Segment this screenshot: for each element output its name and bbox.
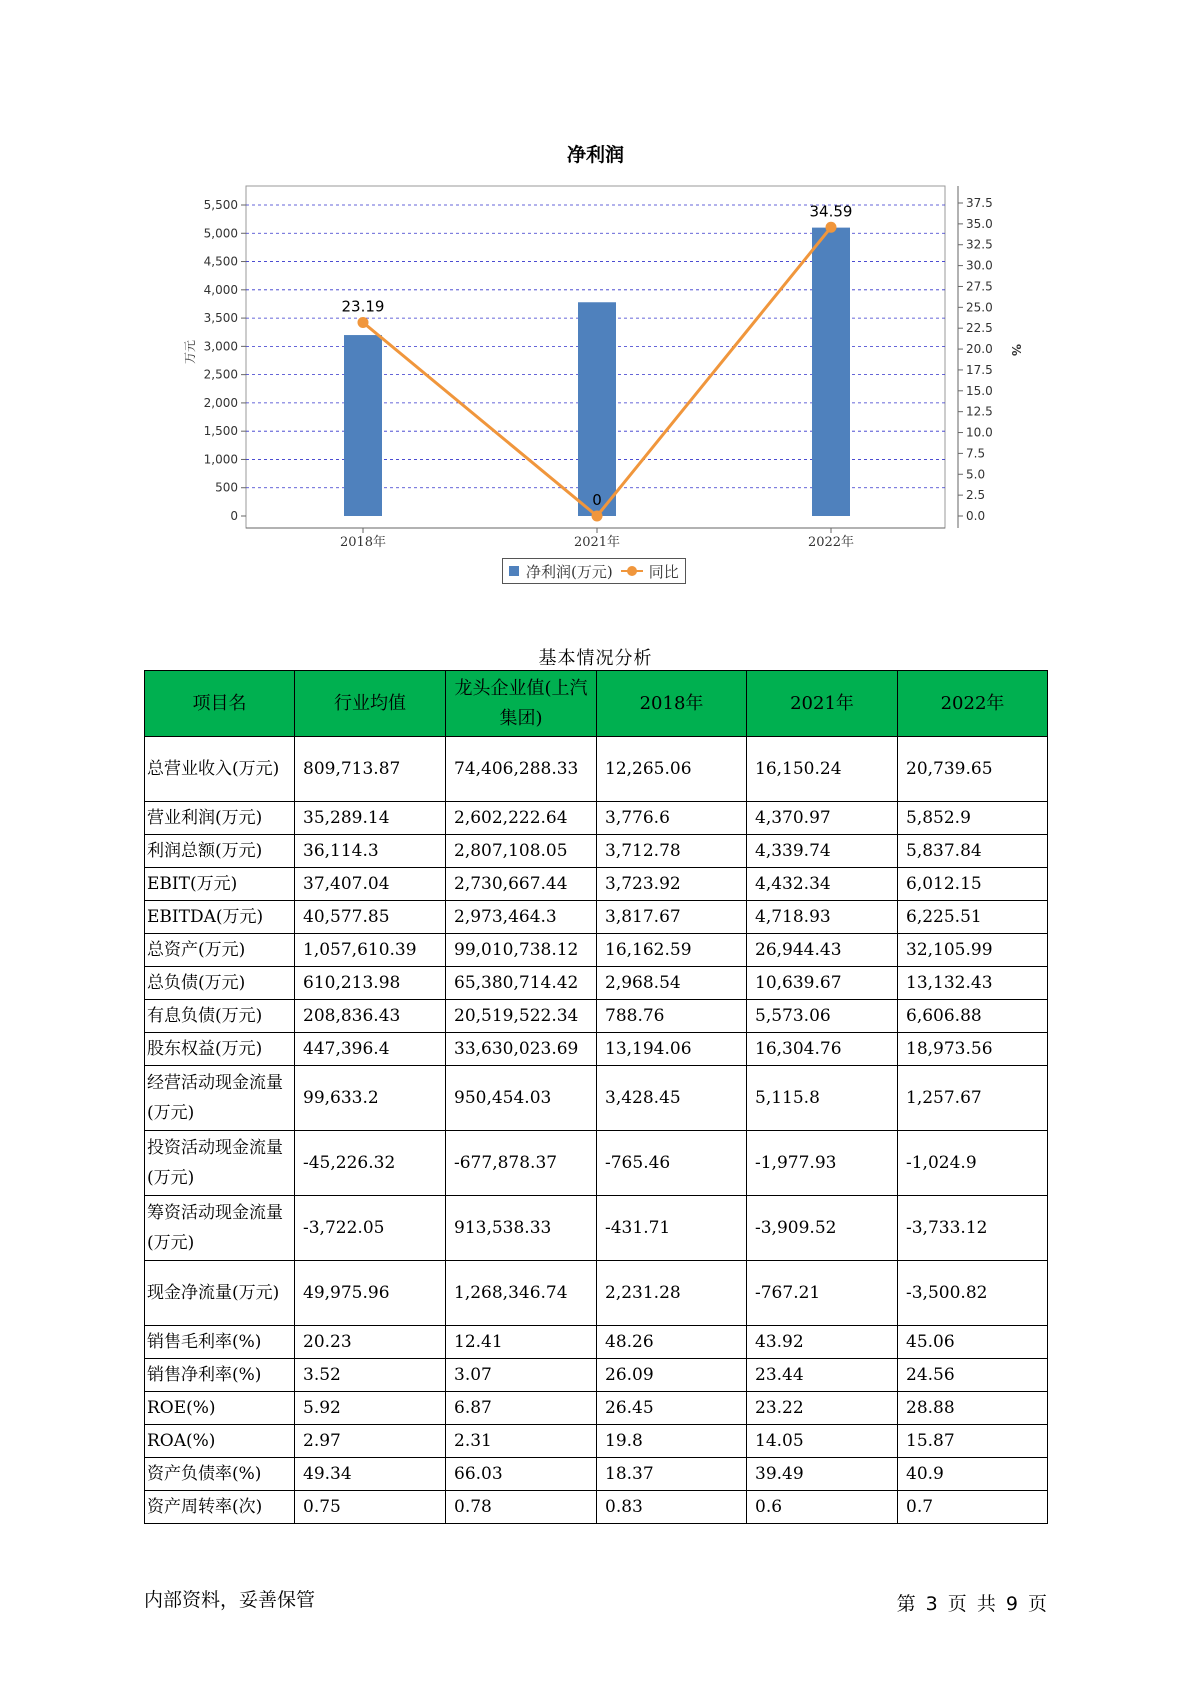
table-cell: 20,519,522.34 xyxy=(446,1000,597,1033)
table-cell: 3,723.92 xyxy=(597,868,747,901)
table-cell: 2,968.54 xyxy=(597,967,747,1000)
table-cell: 6,012.15 xyxy=(898,868,1048,901)
table-cell: 99,633.2 xyxy=(295,1066,446,1131)
table-cell: -767.21 xyxy=(747,1261,898,1326)
legend-bar-swatch xyxy=(509,566,519,576)
table-cell: 1,057,610.39 xyxy=(295,934,446,967)
y-tick-label: 5,000 xyxy=(203,226,238,241)
y-tick-label: 5,500 xyxy=(203,198,238,212)
yoy-data-label: 0 xyxy=(592,491,602,509)
table-cell: 5.92 xyxy=(295,1392,446,1425)
table-cell: 16,304.76 xyxy=(747,1033,898,1066)
header-cell: 龙头企业值(上汽集团) xyxy=(446,671,597,737)
analysis-table xyxy=(144,670,1048,1524)
yoy-point xyxy=(592,511,603,522)
table-cell: 610,213.98 xyxy=(295,967,446,1000)
table-cell: 43.92 xyxy=(747,1326,898,1359)
table-cell: 19.8 xyxy=(597,1425,747,1458)
table-cell: 26,944.43 xyxy=(747,934,898,967)
y2-tick-label: 15.0 xyxy=(966,383,993,398)
table-cell: 2,231.28 xyxy=(597,1261,747,1326)
table-row xyxy=(145,737,1048,802)
table-cell: 16,150.24 xyxy=(747,737,898,802)
table-cell: 0.78 xyxy=(446,1491,597,1524)
table-cell: 1,257.67 xyxy=(898,1066,1048,1131)
table-cell: 2,730,667.44 xyxy=(446,868,597,901)
row-label: EBITDA(万元) xyxy=(145,901,295,934)
table-cell: 2,807,108.05 xyxy=(446,835,597,868)
table-cell: 12.41 xyxy=(446,1326,597,1359)
y2-tick-label: 27.5 xyxy=(966,279,993,294)
table-row xyxy=(145,1425,1048,1458)
y-tick-label: 1,000 xyxy=(203,452,238,467)
table-cell: 2,973,464.3 xyxy=(446,901,597,934)
table-cell: 4,718.93 xyxy=(747,901,898,934)
table-cell: 788.76 xyxy=(597,1000,747,1033)
legend-line-swatch xyxy=(621,566,643,576)
table-cell: 1,268,346.74 xyxy=(446,1261,597,1326)
legend-line-label: 同比 xyxy=(648,562,679,581)
y-tick-label: 0 xyxy=(230,509,238,523)
table-row xyxy=(145,835,1048,868)
y2-tick-label: 5.0 xyxy=(966,467,986,482)
table-row xyxy=(145,1491,1048,1524)
table-cell: 13,194.06 xyxy=(597,1033,747,1066)
table-header-row xyxy=(145,671,1048,737)
table-cell: 4,370.97 xyxy=(747,802,898,835)
table-cell: 66.03 xyxy=(446,1458,597,1491)
table-cell: 2,602,222.64 xyxy=(446,802,597,835)
row-label: 资产负债率(%) xyxy=(145,1458,295,1491)
table-cell: 18.37 xyxy=(597,1458,747,1491)
table-cell: 33,630,023.69 xyxy=(446,1033,597,1066)
row-label: 营业利润(万元) xyxy=(145,802,295,835)
table-row xyxy=(145,934,1048,967)
table-cell: 0.83 xyxy=(597,1491,747,1524)
row-label: 经营活动现金流量(万元) xyxy=(145,1066,295,1131)
y-tick-label: 2,000 xyxy=(203,395,238,410)
legend-bar-label: 净利润(万元) xyxy=(526,562,613,581)
y2-tick-label: 17.5 xyxy=(966,362,993,377)
y2-tick-label: 30.0 xyxy=(966,258,993,273)
table-cell: 74,406,288.33 xyxy=(446,737,597,802)
table-cell: 65,380,714.42 xyxy=(446,967,597,1000)
y2-tick-label: 7.5 xyxy=(966,446,986,461)
table-row xyxy=(145,802,1048,835)
chart-title: 净利润 xyxy=(566,144,624,166)
table-cell: 913,538.33 xyxy=(446,1196,597,1261)
table-cell: 23.44 xyxy=(747,1359,898,1392)
row-label: 有息负债(万元) xyxy=(145,1000,295,1033)
row-label: 筹资活动现金流量(万元) xyxy=(145,1196,295,1261)
table-cell: -3,909.52 xyxy=(747,1196,898,1261)
table-cell: 20.23 xyxy=(295,1326,446,1359)
table-cell: 6,606.88 xyxy=(898,1000,1048,1033)
table-cell: 49.34 xyxy=(295,1458,446,1491)
table-cell: 15.87 xyxy=(898,1425,1048,1458)
table-cell: 4,432.34 xyxy=(747,868,898,901)
table-cell: 809,713.87 xyxy=(295,737,446,802)
table-cell: 49,975.96 xyxy=(295,1261,446,1326)
x-tick-label: 2018年 xyxy=(339,535,387,550)
table-cell: 0.75 xyxy=(295,1491,446,1524)
header-cell: 2018年 xyxy=(597,671,747,737)
table-cell: 5,852.9 xyxy=(898,802,1048,835)
row-label: ROE(%) xyxy=(145,1392,295,1425)
table-cell: 24.56 xyxy=(898,1359,1048,1392)
y2-tick-label: 22.5 xyxy=(966,321,993,336)
table-cell: 48.26 xyxy=(597,1326,747,1359)
table-cell: 18,973.56 xyxy=(898,1033,1048,1066)
table-cell: 5,115.8 xyxy=(747,1066,898,1131)
yoy-point xyxy=(826,222,837,233)
table-row xyxy=(145,967,1048,1000)
y2-tick-label: 32.5 xyxy=(966,237,993,252)
table-cell: -677,878.37 xyxy=(446,1131,597,1196)
table-cell: 3,428.45 xyxy=(597,1066,747,1131)
table-cell: 950,454.03 xyxy=(446,1066,597,1131)
table-cell: 20,739.65 xyxy=(898,737,1048,802)
net-profit-chart xyxy=(0,0,1191,560)
table-cell: -45,226.32 xyxy=(295,1131,446,1196)
table-row xyxy=(145,1359,1048,1392)
table-cell: 2.31 xyxy=(446,1425,597,1458)
y2-tick-label: 35.0 xyxy=(966,216,993,231)
row-label: 资产周转率(次) xyxy=(145,1491,295,1524)
table-cell: 2.97 xyxy=(295,1425,446,1458)
table-row xyxy=(145,1131,1048,1196)
y2-tick-label: 2.5 xyxy=(966,488,986,503)
row-label: 总营业收入(万元) xyxy=(145,737,295,802)
table-cell: 99,010,738.12 xyxy=(446,934,597,967)
table-cell: 447,396.4 xyxy=(295,1033,446,1066)
table-cell: 3,776.6 xyxy=(597,802,747,835)
table-cell: 40.9 xyxy=(898,1458,1048,1491)
table-row xyxy=(145,1261,1048,1326)
y-tick-label: 2,500 xyxy=(203,367,238,382)
header-cell: 项目名 xyxy=(145,671,295,737)
table-row xyxy=(145,1326,1048,1359)
table-cell: -3,722.05 xyxy=(295,1196,446,1261)
row-label: 销售净利率(%) xyxy=(145,1359,295,1392)
row-label: 总负债(万元) xyxy=(145,967,295,1000)
y-tick-label: 3,000 xyxy=(203,339,238,354)
row-label: 利润总额(万元) xyxy=(145,835,295,868)
bar-2022年 xyxy=(812,228,850,516)
table-row xyxy=(145,1458,1048,1491)
y-tick-label: 1,500 xyxy=(203,424,238,439)
table-cell: 4,339.74 xyxy=(747,835,898,868)
table-cell: 35,289.14 xyxy=(295,802,446,835)
table-cell: 0.7 xyxy=(898,1491,1048,1524)
header-cell: 2021年 xyxy=(747,671,898,737)
row-label: EBIT(万元) xyxy=(145,868,295,901)
table-cell: -1,024.9 xyxy=(898,1131,1048,1196)
y-tick-label: 3,500 xyxy=(203,311,238,326)
footer-confidential-note: 内部资料，妥善保管 xyxy=(144,1589,316,1611)
y2-tick-label: 10.0 xyxy=(966,425,993,440)
bar-2021年 xyxy=(578,302,616,516)
row-label: 销售毛利率(%) xyxy=(145,1326,295,1359)
x-tick-label: 2021年 xyxy=(573,535,621,550)
table-cell: 37,407.04 xyxy=(295,868,446,901)
table-cell: 6,225.51 xyxy=(898,901,1048,934)
table-row xyxy=(145,1033,1048,1066)
x-tick-label: 2022年 xyxy=(807,535,855,550)
table-cell: 0.6 xyxy=(747,1491,898,1524)
table-cell: -3,500.82 xyxy=(898,1261,1048,1326)
table-cell: 6.87 xyxy=(446,1392,597,1425)
table-row xyxy=(145,1196,1048,1261)
table-cell: 5,573.06 xyxy=(747,1000,898,1033)
y2-axis-title: % xyxy=(1009,343,1023,357)
table-cell: 39.49 xyxy=(747,1458,898,1491)
table-cell: 3,817.67 xyxy=(597,901,747,934)
table-cell: -431.71 xyxy=(597,1196,747,1261)
row-label: ROA(%) xyxy=(145,1425,295,1458)
table-cell: 28.88 xyxy=(898,1392,1048,1425)
table-cell: 26.45 xyxy=(597,1392,747,1425)
table-cell: 208,836.43 xyxy=(295,1000,446,1033)
table-cell: 14.05 xyxy=(747,1425,898,1458)
table-cell: 26.09 xyxy=(597,1359,747,1392)
table-cell: -765.46 xyxy=(597,1131,747,1196)
table-row xyxy=(145,1392,1048,1425)
y2-tick-label: 25.0 xyxy=(966,300,993,315)
table-cell: 3.07 xyxy=(446,1359,597,1392)
y2-tick-label: 0.0 xyxy=(966,509,986,523)
chart-legend xyxy=(502,558,686,584)
header-cell: 2022年 xyxy=(898,671,1048,737)
table-cell: 36,114.3 xyxy=(295,835,446,868)
row-label: 股东权益(万元) xyxy=(145,1033,295,1066)
y-tick-label: 4,500 xyxy=(203,254,238,269)
table-row xyxy=(145,1000,1048,1033)
table-cell: 10,639.67 xyxy=(747,967,898,1000)
y2-tick-label: 20.0 xyxy=(966,342,993,357)
yoy-point xyxy=(358,317,369,328)
table-cell: 5,837.84 xyxy=(898,835,1048,868)
header-cell: 行业均值 xyxy=(295,671,446,737)
table-row xyxy=(145,868,1048,901)
table-cell: 3,712.78 xyxy=(597,835,747,868)
table-cell: 45.06 xyxy=(898,1326,1048,1359)
table-cell: 13,132.43 xyxy=(898,967,1048,1000)
row-label: 现金净流量(万元) xyxy=(145,1261,295,1326)
table-cell: 32,105.99 xyxy=(898,934,1048,967)
y-tick-label: 500 xyxy=(215,480,238,495)
table-cell: 3.52 xyxy=(295,1359,446,1392)
table-cell: 23.22 xyxy=(747,1392,898,1425)
y2-tick-label: 37.5 xyxy=(966,196,993,210)
y-tick-label: 4,000 xyxy=(203,282,238,297)
row-label: 投资活动现金流量(万元) xyxy=(145,1131,295,1196)
table-caption: 基本情况分析 xyxy=(538,648,653,669)
yoy-data-label: 34.59 xyxy=(809,202,853,221)
bar-2018年 xyxy=(344,335,382,516)
table-row xyxy=(145,901,1048,934)
y2-tick-label: 12.5 xyxy=(966,404,993,419)
yoy-data-label: 23.19 xyxy=(341,297,385,316)
table-row xyxy=(145,1066,1048,1131)
table-cell: 16,162.59 xyxy=(597,934,747,967)
row-label: 总资产(万元) xyxy=(145,934,295,967)
table-cell: 12,265.06 xyxy=(597,737,747,802)
table-cell: -3,733.12 xyxy=(898,1196,1048,1261)
footer-page-number: 第 3 页 共 9 页 xyxy=(896,1593,1047,1615)
y-axis-title: 万元 xyxy=(183,339,197,365)
table-cell: 40,577.85 xyxy=(295,901,446,934)
table-cell: -1,977.93 xyxy=(747,1131,898,1196)
